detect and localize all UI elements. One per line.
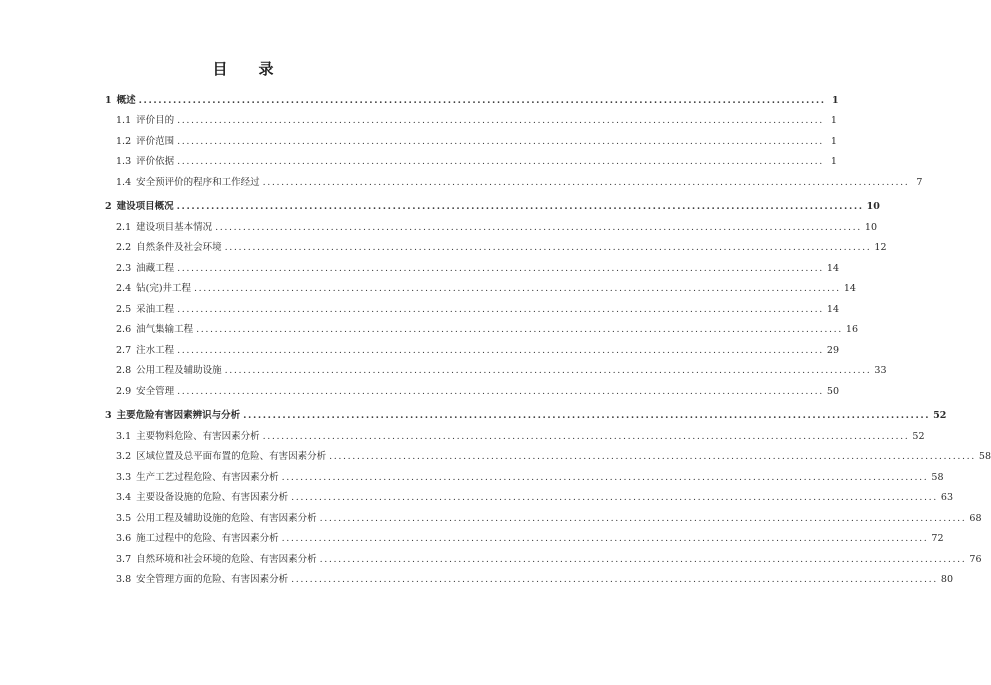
toc-section-entry[interactable] xyxy=(105,357,887,378)
entry-number: 2.8 xyxy=(116,365,132,376)
entry-title: 安全管理方面的危险、有害因素分析 xyxy=(136,574,289,585)
entry-page-number: 80 xyxy=(940,574,953,585)
toc-section-entry[interactable] xyxy=(105,336,839,357)
entry-number: 1 xyxy=(105,94,112,106)
dot-leader: ............................................................................................................................................ xyxy=(177,156,824,167)
toc-section-entry[interactable] xyxy=(105,377,839,398)
entry-page-number: 7 xyxy=(916,176,923,188)
toc-section-entry[interactable] xyxy=(105,127,837,148)
entry-title: 安全预评价的程序和工作经过 xyxy=(136,176,260,188)
dot-leader: ............................................................................................................................................ xyxy=(177,303,824,315)
entry-page-number: 58 xyxy=(978,451,991,462)
toc-section-entry[interactable] xyxy=(105,545,982,566)
entry-title: 区域位置及总平面布置的危险、有害因素分析 xyxy=(136,451,327,462)
toc-section-entry[interactable] xyxy=(105,484,953,505)
toc-chapter-entry[interactable] xyxy=(105,86,839,107)
entry-title: 注水工程 xyxy=(136,344,175,356)
entry-title: 油藏工程 xyxy=(136,262,175,274)
entry-number: 3.4 xyxy=(116,492,132,503)
entry-number: 2.1 xyxy=(116,221,132,233)
entry-number: 1.4 xyxy=(116,176,132,188)
toc-section-entry[interactable] xyxy=(105,107,837,128)
entry-page-number: 76 xyxy=(969,553,982,565)
entry-page-number: 1 xyxy=(832,94,839,106)
dot-leader: ............................................................................................................................................ xyxy=(224,242,872,253)
entry-title: 生产工艺过程危险、有害因素分析 xyxy=(136,471,279,483)
entry-page-number: 29 xyxy=(826,344,839,356)
dot-leader: ............................................................................................................................................ xyxy=(194,283,841,294)
dot-leader: ............................................................................................................................................ xyxy=(281,533,929,544)
entry-title: 安全管理 xyxy=(136,385,175,397)
entry-number: 2.4 xyxy=(116,283,132,294)
toc-section-entry[interactable] xyxy=(105,504,982,525)
entry-page-number: 58 xyxy=(931,471,944,483)
dot-leader: ............................................................................................................................................ xyxy=(262,430,910,442)
entry-page-number: 10 xyxy=(866,201,880,212)
entry-number: 1.1 xyxy=(116,115,132,126)
entry-title: 钻(完)井工程 xyxy=(136,283,192,294)
dot-leader: ............................................................................................................................................ xyxy=(243,410,931,421)
entry-number: 2.7 xyxy=(116,344,132,356)
entry-title: 评价目的 xyxy=(136,115,175,126)
toc-section-entry[interactable] xyxy=(105,168,923,189)
entry-number: 2.2 xyxy=(116,242,132,253)
entry-page-number: 12 xyxy=(874,242,887,253)
entry-number: 1.2 xyxy=(116,135,132,147)
toc-section-entry[interactable] xyxy=(105,275,856,296)
entry-title: 评价范围 xyxy=(136,135,175,147)
entry-number: 3.6 xyxy=(116,533,132,544)
entry-number: 3.5 xyxy=(116,512,132,524)
entry-title: 公用工程及辅助设施 xyxy=(136,365,222,376)
entry-title: 建设项目概况 xyxy=(116,201,174,212)
dot-leader: ............................................................................................................................................ xyxy=(215,221,862,233)
entry-page-number: 1 xyxy=(830,156,837,167)
dot-leader: ............................................................................................................................................ xyxy=(177,115,824,126)
dot-leader: ............................................................................................................................................ xyxy=(176,201,864,212)
dot-leader: ............................................................................................................................................ xyxy=(291,492,938,503)
entry-number: 3.1 xyxy=(116,430,132,442)
entry-number: 3.3 xyxy=(116,471,132,483)
toc-section-entry[interactable] xyxy=(105,213,877,234)
entry-page-number: 14 xyxy=(826,303,839,315)
dot-leader: ............................................................................................................................................ xyxy=(177,385,824,397)
toc-section-entry[interactable] xyxy=(105,422,925,443)
toc-section-entry[interactable] xyxy=(105,316,858,337)
entry-number: 3 xyxy=(105,410,112,421)
toc-chapter-entry[interactable] xyxy=(105,402,947,423)
dot-leader: ............................................................................................................................................ xyxy=(177,344,824,356)
entry-number: 2.5 xyxy=(116,303,132,315)
entry-page-number: 72 xyxy=(931,533,944,544)
entry-title: 自然条件及社会环境 xyxy=(136,242,222,253)
entry-title: 主要物料危险、有害因素分析 xyxy=(136,430,260,442)
entry-number: 2.9 xyxy=(116,385,132,397)
entry-title: 公用工程及辅助设施的危险、有害因素分析 xyxy=(136,512,317,524)
entry-number: 1.3 xyxy=(116,156,132,167)
entry-title: 评价依据 xyxy=(136,156,175,167)
toc-chapter-entry[interactable] xyxy=(105,193,880,214)
dot-leader: ............................................................................................................................................ xyxy=(291,574,938,585)
entry-number: 3.8 xyxy=(116,574,132,585)
entry-page-number: 33 xyxy=(874,365,887,376)
dot-leader: ............................................................................................................................................ xyxy=(329,451,976,462)
entry-title: 自然环境和社会环境的危险、有害因素分析 xyxy=(136,553,317,565)
toc-section-entry[interactable] xyxy=(105,443,991,464)
entry-title: 油气集输工程 xyxy=(136,324,194,335)
entry-number: 2.3 xyxy=(116,262,132,274)
toc-section-entry[interactable] xyxy=(105,234,887,255)
entry-page-number: 1 xyxy=(830,115,837,126)
entry-number: 2 xyxy=(105,201,112,212)
entry-page-number: 68 xyxy=(969,512,982,524)
entry-page-number: 1 xyxy=(830,135,837,147)
dot-leader: ............................................................................................................................................ xyxy=(196,324,843,335)
toc-section-entry[interactable] xyxy=(105,254,839,275)
dot-leader: ............................................................................................................................................ xyxy=(319,512,967,524)
entry-title: 建设项目基本情况 xyxy=(136,221,213,233)
dot-leader: ............................................................................................................................................ xyxy=(262,176,910,188)
entry-page-number: 14 xyxy=(843,283,856,294)
entry-number: 3.2 xyxy=(116,451,132,462)
toc-section-entry[interactable] xyxy=(105,525,944,546)
toc-section-entry[interactable] xyxy=(105,148,837,169)
entry-page-number: 52 xyxy=(912,430,925,442)
toc-title: 目 录 xyxy=(212,60,282,78)
toc-section-entry[interactable] xyxy=(105,295,839,316)
dot-leader: ............................................................................................................................................ xyxy=(281,471,929,483)
entry-page-number: 52 xyxy=(933,410,947,421)
dot-leader: ............................................................................................................................................ xyxy=(177,135,824,147)
entry-title: 采油工程 xyxy=(136,303,175,315)
entry-page-number: 14 xyxy=(826,262,839,274)
entry-title: 主要设备设施的危险、有害因素分析 xyxy=(136,492,289,503)
entry-title: 施工过程中的危险、有害因素分析 xyxy=(136,533,279,544)
entry-number: 3.7 xyxy=(116,553,132,565)
dot-leader: ............................................................................................................................................ xyxy=(224,365,872,376)
entry-page-number: 10 xyxy=(864,221,877,233)
dot-leader: ............................................................................................................................................ xyxy=(138,94,826,106)
dot-leader: ............................................................................................................................................ xyxy=(177,262,824,274)
entry-title: 概述 xyxy=(116,94,136,106)
entry-number: 2.6 xyxy=(116,324,132,335)
toc-section-entry[interactable] xyxy=(105,463,944,484)
entry-page-number: 50 xyxy=(826,385,839,397)
toc-section-entry[interactable] xyxy=(105,566,953,587)
dot-leader: ............................................................................................................................................ xyxy=(319,553,967,565)
entry-title: 主要危险有害因素辨识与分析 xyxy=(116,410,241,421)
entry-page-number: 16 xyxy=(845,324,858,335)
entry-page-number: 63 xyxy=(940,492,953,503)
toc-list xyxy=(105,86,991,586)
